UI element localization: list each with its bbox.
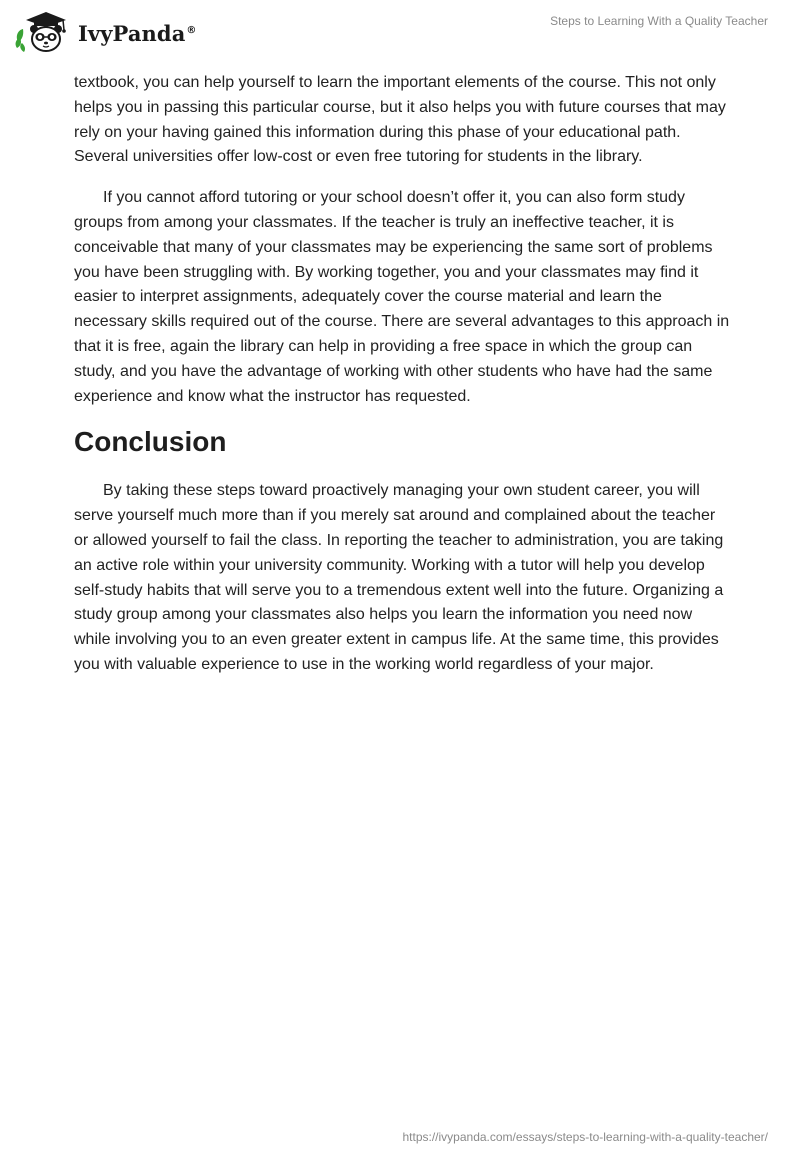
essay-content [74,71,730,694]
ivypanda-logo[interactable] [14,8,197,54]
conclusion-paragraph: By taking these steps toward proactively managing your own student career, you will serve yourself much more than if you merely sat around and complained about the teacher or allowed yourself to fail the class. In reporting the teacher to administration, you are taking an active role within your university community. Working with a tutor will help you develop self-study habits that will serve you to a tremendous extent well into the future. Organizing a study group among your classmates also helps you learn the information you need now while involving you to an even greater extent in campus life. At the same time, this provides you with valuable experience to use in the working world regardless of your major. [74,482,724,673]
registered-mark: ® [186,24,197,36]
document-title: Steps to Learning With a Quality Teacher [550,14,768,28]
panda-graduation-cap-icon [14,8,74,54]
logo-text: IvyPanda [78,20,186,46]
page-header [0,0,800,60]
conclusion-heading: Conclusion [74,426,227,458]
body-paragraph: If you cannot afford tutoring or your school doesn’t offer it, you can also form study groups from among your classmates. If the teacher is truly an ineffective teacher, it is conceivable that many of your classmates may be experiencing the same sort of problems you have been struggling with. By working together, you and your classmates may find it easier to interpret assignments, adequately cover the course material and learn the necessary skills required out of the course. There are several advantages to this approach in that it is free, again the library can help in providing a free space in which the group can study, and you have the advantage of working with other students who have had the same experience and know what the instructor has requested. [74,189,730,405]
body-paragraph: textbook, you can help yourself to learn the important elements of the course. This not only helps you in passing this particular course, but it also helps you with future courses that may rely on your having gained this information during this phase of your educational path. Several universities offer low-cost or even free tutoring for students in the library. [74,74,726,166]
source-url[interactable]: https://ivypanda.com/essays/steps-to-learning-with-a-quality-teacher/ [402,1130,768,1144]
logo-wordmark [78,21,197,46]
